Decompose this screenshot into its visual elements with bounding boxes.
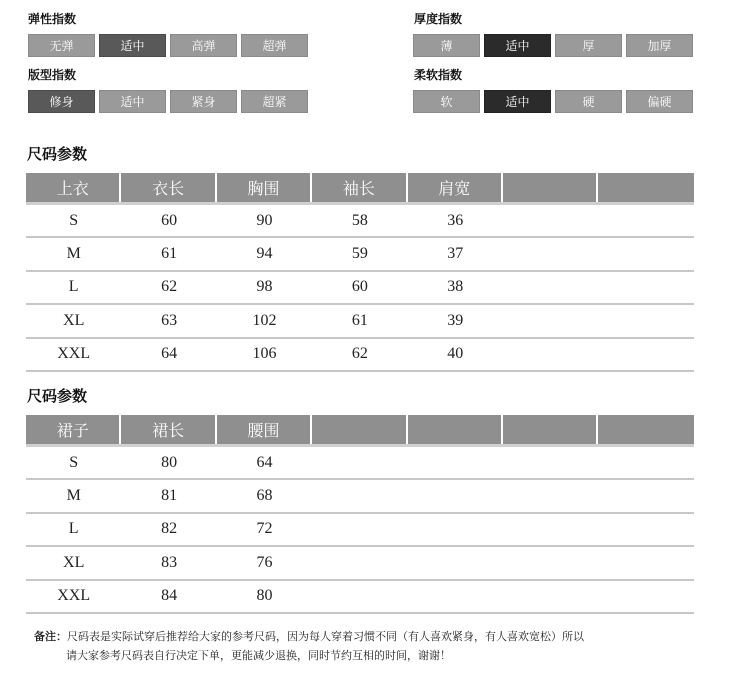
table-cell: 106 bbox=[252, 345, 277, 363]
table-cell: 84 bbox=[161, 587, 178, 605]
thickness-option-thin: 薄 bbox=[413, 34, 480, 57]
top-size-table-title: 尺码参数 bbox=[27, 146, 88, 163]
table-cell: S bbox=[69, 211, 79, 229]
table-cell bbox=[503, 272, 598, 303]
softness-index-title: 柔软指数 bbox=[414, 68, 463, 82]
softness-option-hard: 硬 bbox=[555, 90, 622, 113]
table-cell: M bbox=[66, 487, 81, 505]
elasticity-option-high: 高弹 bbox=[170, 34, 237, 57]
table-cell: 58 bbox=[351, 211, 368, 229]
table-row bbox=[26, 514, 694, 547]
table-cell: M bbox=[66, 245, 81, 263]
table-row bbox=[26, 480, 694, 513]
table-cell: 36 bbox=[447, 211, 464, 229]
table-cell bbox=[598, 547, 693, 578]
header-cell bbox=[408, 415, 503, 444]
thickness-option-extra-thick: 加厚 bbox=[626, 34, 693, 57]
table-cell bbox=[503, 339, 598, 370]
table-cell: 59 bbox=[351, 245, 368, 263]
table-cell: 62 bbox=[351, 345, 368, 363]
table-cell bbox=[598, 305, 693, 336]
top-size-table bbox=[26, 173, 694, 372]
table-cell: 61 bbox=[351, 311, 368, 329]
note-label: 备注： bbox=[34, 631, 67, 643]
table-row bbox=[26, 547, 694, 580]
table-cell: 81 bbox=[161, 487, 178, 505]
table-cell: L bbox=[68, 278, 79, 296]
table-cell bbox=[503, 547, 598, 578]
table-row bbox=[26, 272, 694, 305]
table-cell bbox=[312, 514, 407, 545]
fit-index-options bbox=[28, 90, 308, 113]
softness-index-options bbox=[413, 90, 693, 113]
table-row bbox=[26, 447, 694, 480]
table-row bbox=[26, 205, 694, 238]
table-cell bbox=[503, 205, 598, 236]
table-cell bbox=[503, 447, 598, 478]
table-cell bbox=[503, 581, 598, 612]
table-cell: 68 bbox=[256, 487, 273, 505]
header-cell: 裙长 bbox=[121, 415, 216, 444]
table-cell bbox=[408, 480, 503, 511]
table-cell: 60 bbox=[351, 278, 368, 296]
table-cell: 83 bbox=[161, 553, 178, 571]
table-cell: 94 bbox=[256, 245, 273, 263]
table-cell bbox=[312, 447, 407, 478]
thickness-option-medium: 适中 bbox=[484, 34, 551, 57]
table-cell: 63 bbox=[161, 311, 178, 329]
table-cell: 82 bbox=[161, 520, 178, 538]
table-cell bbox=[408, 514, 503, 545]
table-cell: 64 bbox=[256, 453, 273, 471]
table-cell bbox=[598, 238, 693, 269]
table-cell: 72 bbox=[256, 520, 273, 538]
table-cell: L bbox=[68, 520, 79, 538]
table-cell: 90 bbox=[256, 211, 273, 229]
header-cell: 袖长 bbox=[312, 173, 407, 202]
header-cell: 胸围 bbox=[217, 173, 312, 202]
fit-option-slim: 修身 bbox=[28, 90, 95, 113]
table-cell bbox=[598, 339, 693, 370]
table-cell: 80 bbox=[161, 453, 178, 471]
softness-option-medium: 适中 bbox=[484, 90, 551, 113]
table-cell: 39 bbox=[447, 311, 464, 329]
table-cell bbox=[598, 205, 693, 236]
table-cell: 60 bbox=[161, 211, 178, 229]
table-cell bbox=[503, 238, 598, 269]
header-cell bbox=[598, 173, 693, 202]
elasticity-option-medium: 适中 bbox=[99, 34, 166, 57]
table-cell: XXL bbox=[57, 587, 91, 605]
table-cell bbox=[598, 581, 693, 612]
header-cell bbox=[598, 415, 693, 444]
table-cell: 76 bbox=[256, 553, 273, 571]
table-row bbox=[26, 305, 694, 338]
softness-option-stiff: 偏硬 bbox=[626, 90, 693, 113]
thickness-index-options bbox=[413, 34, 693, 57]
softness-option-soft: 软 bbox=[413, 90, 480, 113]
table-cell: 40 bbox=[447, 345, 464, 363]
table-header bbox=[26, 173, 694, 205]
elasticity-option-super: 超弹 bbox=[241, 34, 308, 57]
header-cell: 腰围 bbox=[217, 415, 312, 444]
table-cell bbox=[312, 547, 407, 578]
header-cell bbox=[503, 173, 598, 202]
thickness-index-title: 厚度指数 bbox=[414, 12, 463, 26]
table-cell bbox=[312, 581, 407, 612]
fit-option-medium: 适中 bbox=[99, 90, 166, 113]
table-cell bbox=[598, 272, 693, 303]
table-cell bbox=[503, 514, 598, 545]
skirt-size-table-title: 尺码参数 bbox=[27, 388, 88, 405]
fit-index-title: 版型指数 bbox=[28, 68, 77, 82]
elasticity-index-title: 弹性指数 bbox=[28, 12, 77, 26]
elasticity-index-options bbox=[28, 34, 308, 57]
header-cell bbox=[503, 415, 598, 444]
table-cell: 62 bbox=[161, 278, 178, 296]
table-cell bbox=[598, 447, 693, 478]
elasticity-option-none: 无弹 bbox=[28, 34, 95, 57]
header-cell: 裙子 bbox=[26, 415, 121, 444]
table-cell bbox=[503, 480, 598, 511]
header-cell bbox=[312, 415, 407, 444]
table-cell bbox=[598, 480, 693, 511]
note-line-2: 请大家参考尺码表自行决定下单，更能减少退换，同时节约互相的时间，谢谢！ bbox=[66, 650, 451, 662]
note-line-1: 尺码表是实际试穿后推荐给大家的参考尺码，因为每人穿着习惯不同（有人喜欢紧身，有人喜欢宽松）所以 bbox=[67, 631, 584, 643]
table-cell: XL bbox=[63, 311, 85, 329]
header-cell: 上衣 bbox=[26, 173, 121, 202]
fit-option-tight: 紧身 bbox=[170, 90, 237, 113]
table-cell: 102 bbox=[252, 311, 277, 329]
fit-option-extra-tight: 超紧 bbox=[241, 90, 308, 113]
table-cell bbox=[408, 547, 503, 578]
table-cell bbox=[503, 305, 598, 336]
table-cell bbox=[408, 581, 503, 612]
table-row bbox=[26, 581, 694, 614]
thickness-option-thick: 厚 bbox=[555, 34, 622, 57]
table-cell: 80 bbox=[256, 587, 273, 605]
table-cell: S bbox=[69, 453, 79, 471]
header-cell: 衣长 bbox=[121, 173, 216, 202]
table-cell: 38 bbox=[447, 278, 464, 296]
skirt-size-table bbox=[26, 415, 694, 614]
table-header bbox=[26, 415, 694, 447]
table-row bbox=[26, 339, 694, 372]
header-cell: 肩宽 bbox=[408, 173, 503, 202]
table-cell: XXL bbox=[57, 345, 91, 363]
table-cell bbox=[408, 447, 503, 478]
table-cell: 61 bbox=[161, 245, 178, 263]
table-cell bbox=[312, 480, 407, 511]
table-row bbox=[26, 238, 694, 271]
table-cell: 98 bbox=[256, 278, 273, 296]
table-cell: XL bbox=[63, 553, 85, 571]
size-note bbox=[34, 628, 714, 666]
table-cell: 64 bbox=[161, 345, 178, 363]
table-cell: 37 bbox=[447, 245, 464, 263]
table-cell bbox=[598, 514, 693, 545]
